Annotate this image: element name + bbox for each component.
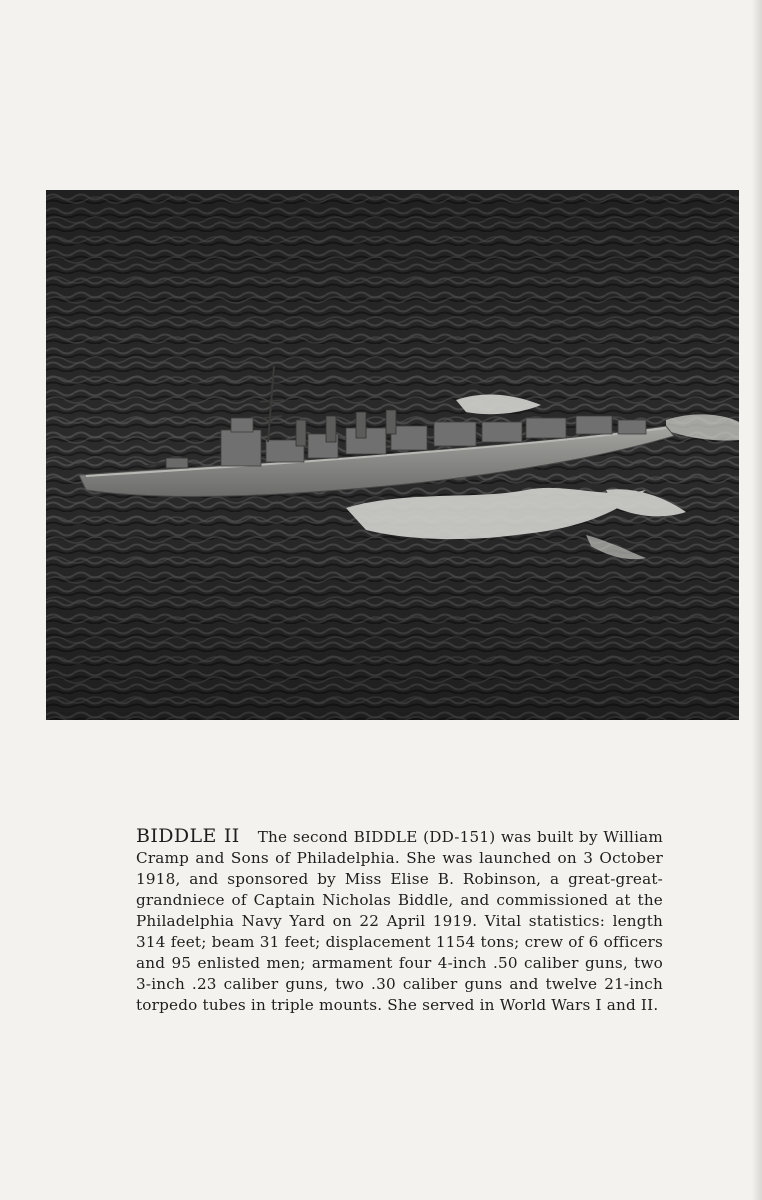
ship-photo (46, 190, 739, 720)
ship-caption (136, 826, 663, 1016)
caption-body: The second BIDDLE (DD-151) was built by William Cramp and Sons of Philadelphia. She was launched on 3 October 1918, and sponsored by Miss Elise B. Robinson, a great-great-grandniece of Captain Nicholas Biddle, and commissioned at the Philadelphia Navy Yard on 22 April 1919. Vital statistics: length 314 feet; beam 31 feet; displacement 1154 tons; crew of 6 officers and 95 enlisted men; armament four 4-inch .50 caliber guns, two 3-inch .23 caliber guns, two .30 caliber guns and twelve 21-inch torpedo tubes in triple mounts. She served in World Wars I and II. (136, 828, 663, 1015)
caption-heading: BIDDLE II (136, 825, 240, 848)
ship-photo-image (46, 190, 739, 720)
page-edge-shadow (752, 0, 762, 1200)
